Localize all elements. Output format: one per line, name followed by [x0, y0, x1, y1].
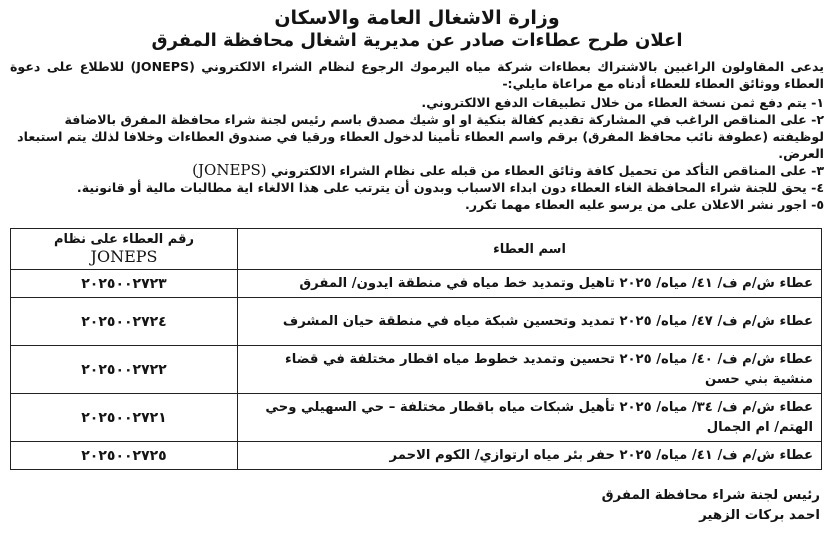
- tender-number: ٢٠٢٥٠٠٢٧٢٤: [11, 298, 238, 346]
- tender-number: ٢٠٢٥٠٠٢٧٢١: [11, 394, 238, 442]
- column-header-joneps: JONEPS: [90, 247, 158, 266]
- tender-name: عطاء ش/م ف/ ٤١/ مياه/ ٢٠٢٥ تاهيل وتمديد خط مياه في منطقة ايدون/ المفرق: [238, 270, 822, 298]
- column-header-name: اسم العطاء: [238, 229, 822, 270]
- condition-item-5: ٥- اجور نشر الاعلان على من يرسو عليه العطاء مهما تكرر.: [464, 197, 824, 212]
- tender-number: ٢٠٢٥٠٠٢٧٢٣: [11, 270, 238, 298]
- ministry-title: وزارة الاشغال العامة والاسكان: [274, 7, 560, 29]
- table-row: [11, 270, 822, 298]
- column-header-number-label: رقم العطاء على نظام: [54, 232, 194, 247]
- signature-block: [602, 486, 820, 526]
- tenders-table: [10, 228, 822, 470]
- table-row: [11, 442, 822, 470]
- table-row: [11, 394, 822, 442]
- column-header-number: [11, 229, 238, 270]
- condition-item-4: ٤- يحق للجنة شراء المحافظة الغاء العطاء دون ابداء الاسباب وبدون أن يترتب على هذا الالغاء اية مطالبات مالية أو قانونية.: [76, 180, 824, 195]
- tender-name: عطاء ش/م ف/ ٤٠/ مياه/ ٢٠٢٥ تحسين وتمديد خطوط مياه اقطار مختلفة في قضاء منشية بني حسن: [238, 346, 822, 394]
- tender-name: عطاء ش/م ف/ ٣٤/ مياه/ ٢٠٢٥ تأهيل شبكات مياه باقطار مختلفة – حي السهيلي وحي الهتم/ ام الجمال: [238, 394, 822, 442]
- tender-number: ٢٠٢٥٠٠٢٧٢٢: [11, 346, 238, 394]
- joneps-tag: (JONEPS): [192, 161, 267, 179]
- tender-name: عطاء ش/م ف/ ٤١/ مياه/ ٢٠٢٥ حفر بئر مياه ارتوازي/ الكوم الاحمر: [238, 442, 822, 470]
- condition-item-3: [10, 162, 824, 179]
- signatory-title: رئيس لجنة شراء محافظة المفرق: [601, 488, 820, 503]
- table-row: [11, 346, 822, 394]
- condition-item-1: ١- يتم دفع ثمن نسخة العطاء من خلال تطبيقات الدفع الالكتروني.: [421, 95, 824, 110]
- table-row: [11, 298, 822, 346]
- table-header-row: [11, 229, 822, 270]
- intro-paragraph: يدعى المقاولون الراغبين بالاشتراك بعطاءات شركة مياه اليرموك الرجوع لنظام الشراء الالكتروني (JONEPS) للاطلاع على دعوة العطاء ووثائق العطاء للعطاء أدناه مع مراعاة مايلي:-: [10, 59, 824, 91]
- tender-number: ٢٠٢٥٠٠٢٧٢٥: [11, 442, 238, 470]
- tender-name: عطاء ش/م ف/ ٤٧/ مياه/ ٢٠٢٥ تمديد وتحسين شبكة مياه في منطقة حيان المشرف: [238, 298, 822, 346]
- announcement-title: اعلان طرح عطاءات صادر عن مديرية اشغال محافظة المفرق: [151, 30, 683, 51]
- signatory-name: احمد بركات الزهير: [699, 508, 820, 523]
- condition-item-2: ٢- على المناقص الراغب في المشاركة تقديم كفالة بنكية او او شيك مصدق باسم رئيس لجنة شراء محافظة المفرق بالاضافة لوظيفته (عطوفة نائب محافظ المفرق) برقم واسم العطاء تأمينا لدخول العطاء ورقيا في صندوق العطاءات وخلافا لذلك يتم استبعاد العرض.: [17, 112, 824, 161]
- condition-item-3-text: ٣- على المناقص التأكد من تحميل كافة وثائق العطاء من قبله على نظام الشراء الالكتروني: [271, 163, 824, 178]
- conditions-list: [10, 94, 824, 213]
